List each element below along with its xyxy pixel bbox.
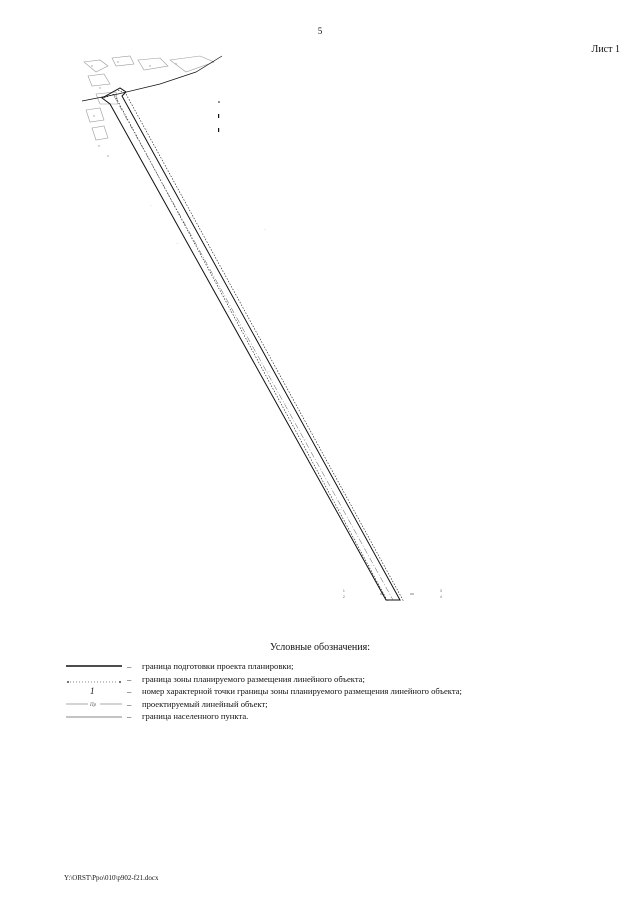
svg-text:·––: ·–– xyxy=(368,563,373,567)
svg-text:–·: –· xyxy=(150,203,153,207)
legend-dash: – xyxy=(127,711,132,721)
legend xyxy=(66,660,626,723)
settlement-dots xyxy=(91,61,176,156)
legend-text: проектируемый линейный объект; xyxy=(142,698,268,709)
svg-text:–·: –· xyxy=(176,241,179,245)
page-number: 5 xyxy=(317,26,323,36)
legend-row-projected-line xyxy=(66,698,626,711)
svg-text:–·: –· xyxy=(354,537,357,541)
point-number-label: 1 xyxy=(90,686,95,696)
settlement-boundary-line xyxy=(82,56,222,101)
projected-line-symbol xyxy=(66,698,122,710)
legend-text: граница подготовки проекта планировки; xyxy=(142,661,294,671)
point-label-2: 2 xyxy=(343,595,345,599)
svg-text:·––: ·–– xyxy=(158,177,163,181)
legend-row-zone-boundary xyxy=(66,673,626,686)
svg-text:·––: ·–– xyxy=(302,437,307,441)
projected-line-label: Пр xyxy=(90,702,97,708)
thick-line-symbol xyxy=(66,660,122,672)
point-labels xyxy=(343,589,442,599)
legend-text: граница зоны планируемого размещения линейного объекта; xyxy=(142,673,365,684)
legend-title: Условные обозначения: xyxy=(269,642,370,653)
legend-row-planning-boundary xyxy=(66,660,626,673)
legend-text: номер характерной точки границы зоны планируемого размещения линейного объекта; xyxy=(142,686,462,696)
thin-line-symbol xyxy=(66,710,122,722)
projected-line xyxy=(114,96,393,600)
sheet-label: Лист 1 xyxy=(591,44,620,55)
svg-text:·––: ·–– xyxy=(228,309,233,313)
legend-dash: – xyxy=(127,686,132,696)
svg-text:·––: ·–– xyxy=(338,507,343,511)
svg-text:·: · xyxy=(246,137,247,141)
point-label-3: 3 xyxy=(440,589,442,593)
legend-dash: – xyxy=(127,661,132,671)
legend-row-settlement-boundary xyxy=(66,710,626,723)
footer-file-path: Y:\ORST\Ppo\010\p902-f21.docx xyxy=(64,874,159,882)
svg-text:·––: ·–– xyxy=(266,369,271,373)
svg-text:·––: ·–– xyxy=(144,127,149,131)
dotted-boundary-symbol xyxy=(66,673,122,685)
legend-dash: – xyxy=(127,698,132,709)
settlement-area xyxy=(84,56,214,140)
svg-text:–·: –· xyxy=(246,337,249,341)
point-number-symbol xyxy=(66,685,122,697)
legend-dash: – xyxy=(127,673,132,684)
point-label-1: 1 xyxy=(343,589,345,593)
svg-text:·––: ·–– xyxy=(206,267,211,271)
svg-text:–·: –· xyxy=(284,401,287,405)
north-mark xyxy=(218,101,220,132)
legend-text: граница населенного пункта. xyxy=(142,711,249,721)
svg-text:·––: ·–– xyxy=(188,215,193,219)
svg-text:–: – xyxy=(264,227,266,231)
point-label-4: 4 xyxy=(440,595,442,599)
svg-text:–·: –· xyxy=(320,467,323,471)
legend-row-point-number xyxy=(66,685,626,698)
